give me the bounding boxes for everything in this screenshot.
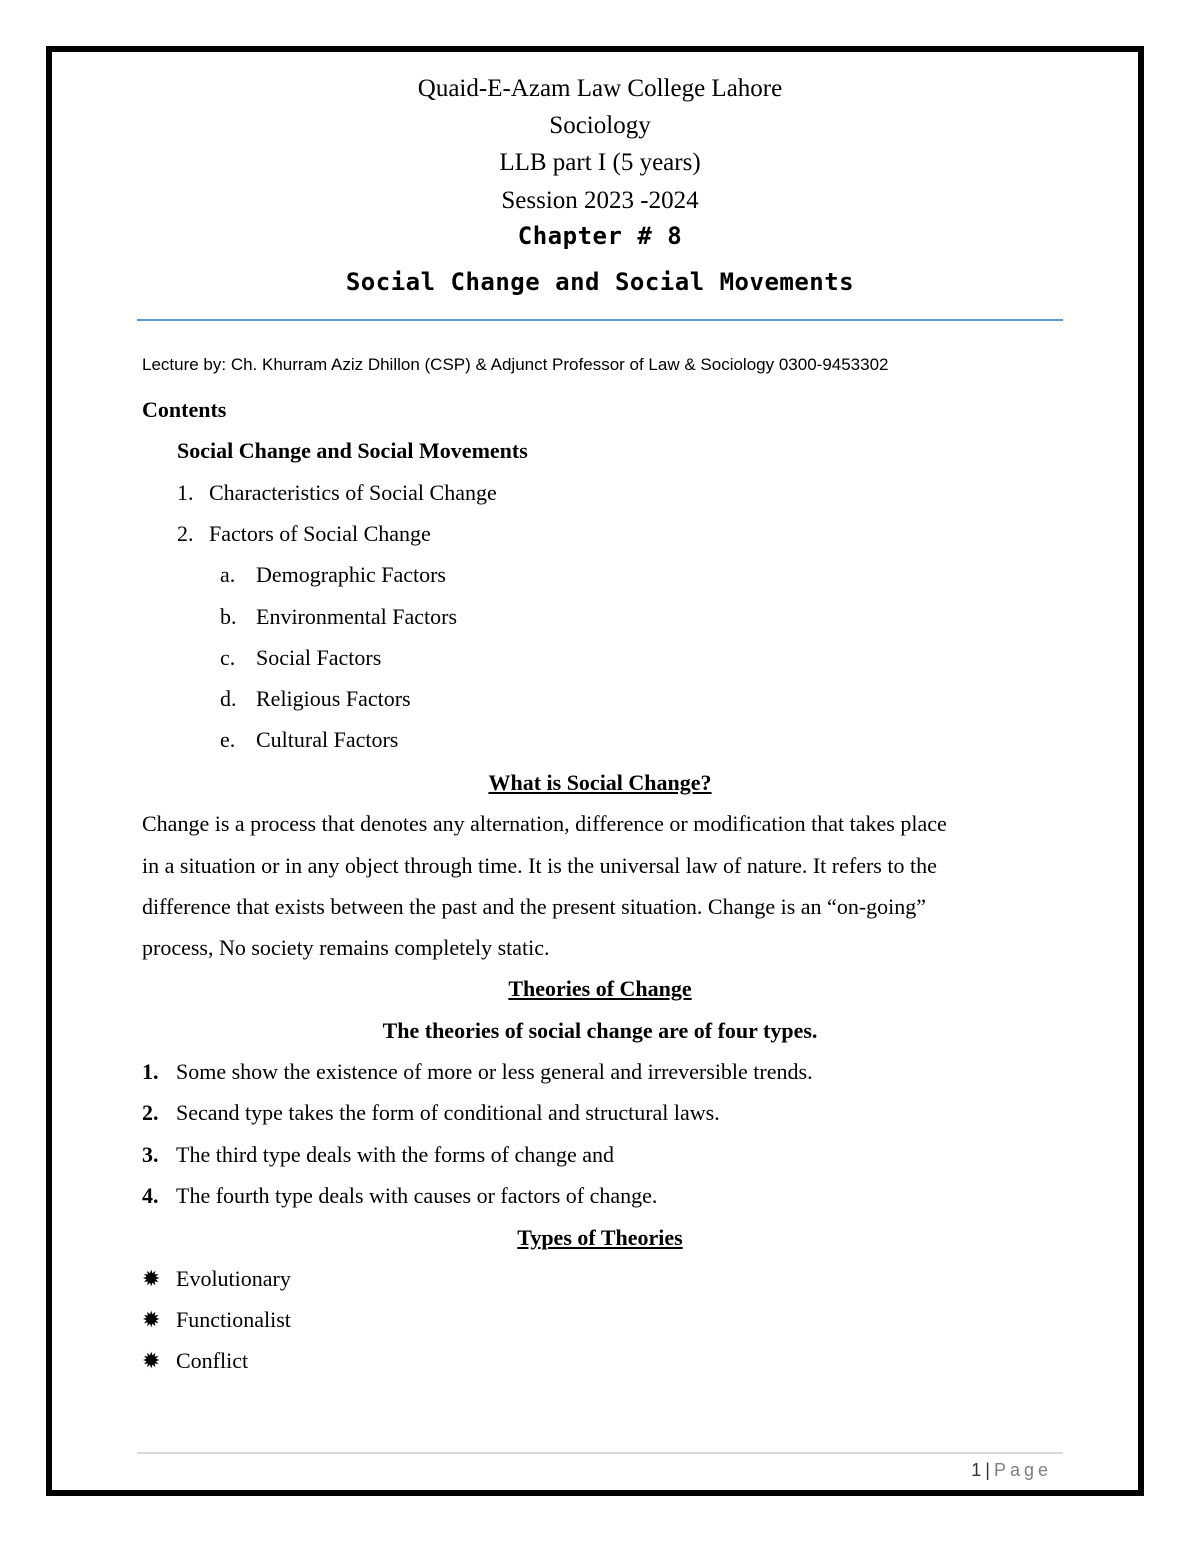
contents-subheading: Social Change and Social Movements [177,438,528,463]
types-item-text: Functionalist [176,1307,291,1332]
program-name: LLB part I (5 years) [499,149,701,176]
item-text: Characteristics of Social Change [209,480,497,505]
contents-subitem[interactable] [220,686,411,712]
page-label: Page [993,1460,1052,1480]
item-number: 1. [142,1059,159,1084]
item-text: The third type deals with the forms of change and [176,1142,615,1167]
asterisk-bullet-icon: ✹ [142,1307,161,1332]
item-number: 4. [142,1183,159,1208]
contents-subitem[interactable] [220,727,398,753]
page-number: 1 [971,1460,982,1480]
contents-item[interactable] [177,521,431,547]
contents-subitem[interactable] [220,645,381,671]
asterisk-bullet-icon: ✹ [142,1266,161,1291]
item-text: Secand type takes the form of conditional and structural laws. [176,1100,720,1125]
item-number: 3. [142,1142,159,1167]
contents-item[interactable] [177,480,497,506]
theory-item[interactable] [142,1100,720,1126]
page-footer [971,1460,1052,1481]
contents-subitem[interactable] [220,562,446,588]
college-name: Quaid-E-Azam Law College Lahore [417,75,783,102]
types-item-text: Conflict [176,1348,249,1373]
types-item[interactable] [142,1266,291,1292]
contents-subitem[interactable] [220,604,457,630]
session-text: Session 2023 -2024 [501,187,699,214]
what-is-heading: What is Social Change? [488,770,712,795]
subitem-label: c. [220,645,236,670]
lecture-by: Lecture by: Ch. Khurram Aziz Dhillon (CSP) & Adjunct Professor of Law & Sociology 0300-9453302 [142,355,889,374]
subitem-text: Religious Factors [256,686,411,711]
chapter-number: Chapter # 8 [517,222,683,250]
chapter-title: Social Change and Social Movements [345,268,855,296]
subitem-text: Environmental Factors [256,604,458,629]
item-text: Some show the existence of more or less general and irreversible trends. [176,1059,813,1084]
paragraph-line: in a situation or in any object through time. It is the universal law of nature. It refers to the [142,853,937,878]
paragraph-line: difference that exists between the past and the present situation. Change is an “on-going” [142,894,927,919]
header-divider [137,319,1063,321]
theory-item[interactable] [142,1059,813,1085]
theory-item[interactable] [142,1183,657,1209]
subitem-label: e. [220,727,236,752]
subitem-text: Social Factors [256,645,382,670]
contents-heading: Contents [142,397,227,422]
paragraph-line: Change is a process that denotes any alternation, difference or modification that takes place [142,811,947,836]
subject-name: Sociology [549,112,651,139]
asterisk-bullet-icon: ✹ [142,1348,161,1373]
subitem-text: Demographic Factors [256,562,446,587]
types-item[interactable] [142,1348,248,1374]
theories-subheading: The theories of social change are of four types. [382,1018,818,1043]
item-number: 2. [142,1100,159,1125]
types-heading: Types of Theories [517,1225,683,1250]
types-item[interactable] [142,1307,291,1333]
item-text: Factors of Social Change [209,521,431,546]
theory-item[interactable] [142,1142,614,1168]
subitem-label: b. [220,604,237,629]
theories-heading: Theories of Change [508,976,692,1001]
footer-divider [137,1452,1063,1454]
subitem-text: Cultural Factors [256,727,399,752]
item-number: 1. [177,480,194,505]
subitem-label: d. [220,686,237,711]
types-item-text: Evolutionary [176,1266,291,1291]
subitem-label: a. [220,562,236,587]
paragraph-line: process, No society remains completely static. [142,935,550,960]
footer-separator: | [985,1460,990,1480]
item-number: 2. [177,521,194,546]
item-text: The fourth type deals with causes or factors of change. [176,1183,658,1208]
